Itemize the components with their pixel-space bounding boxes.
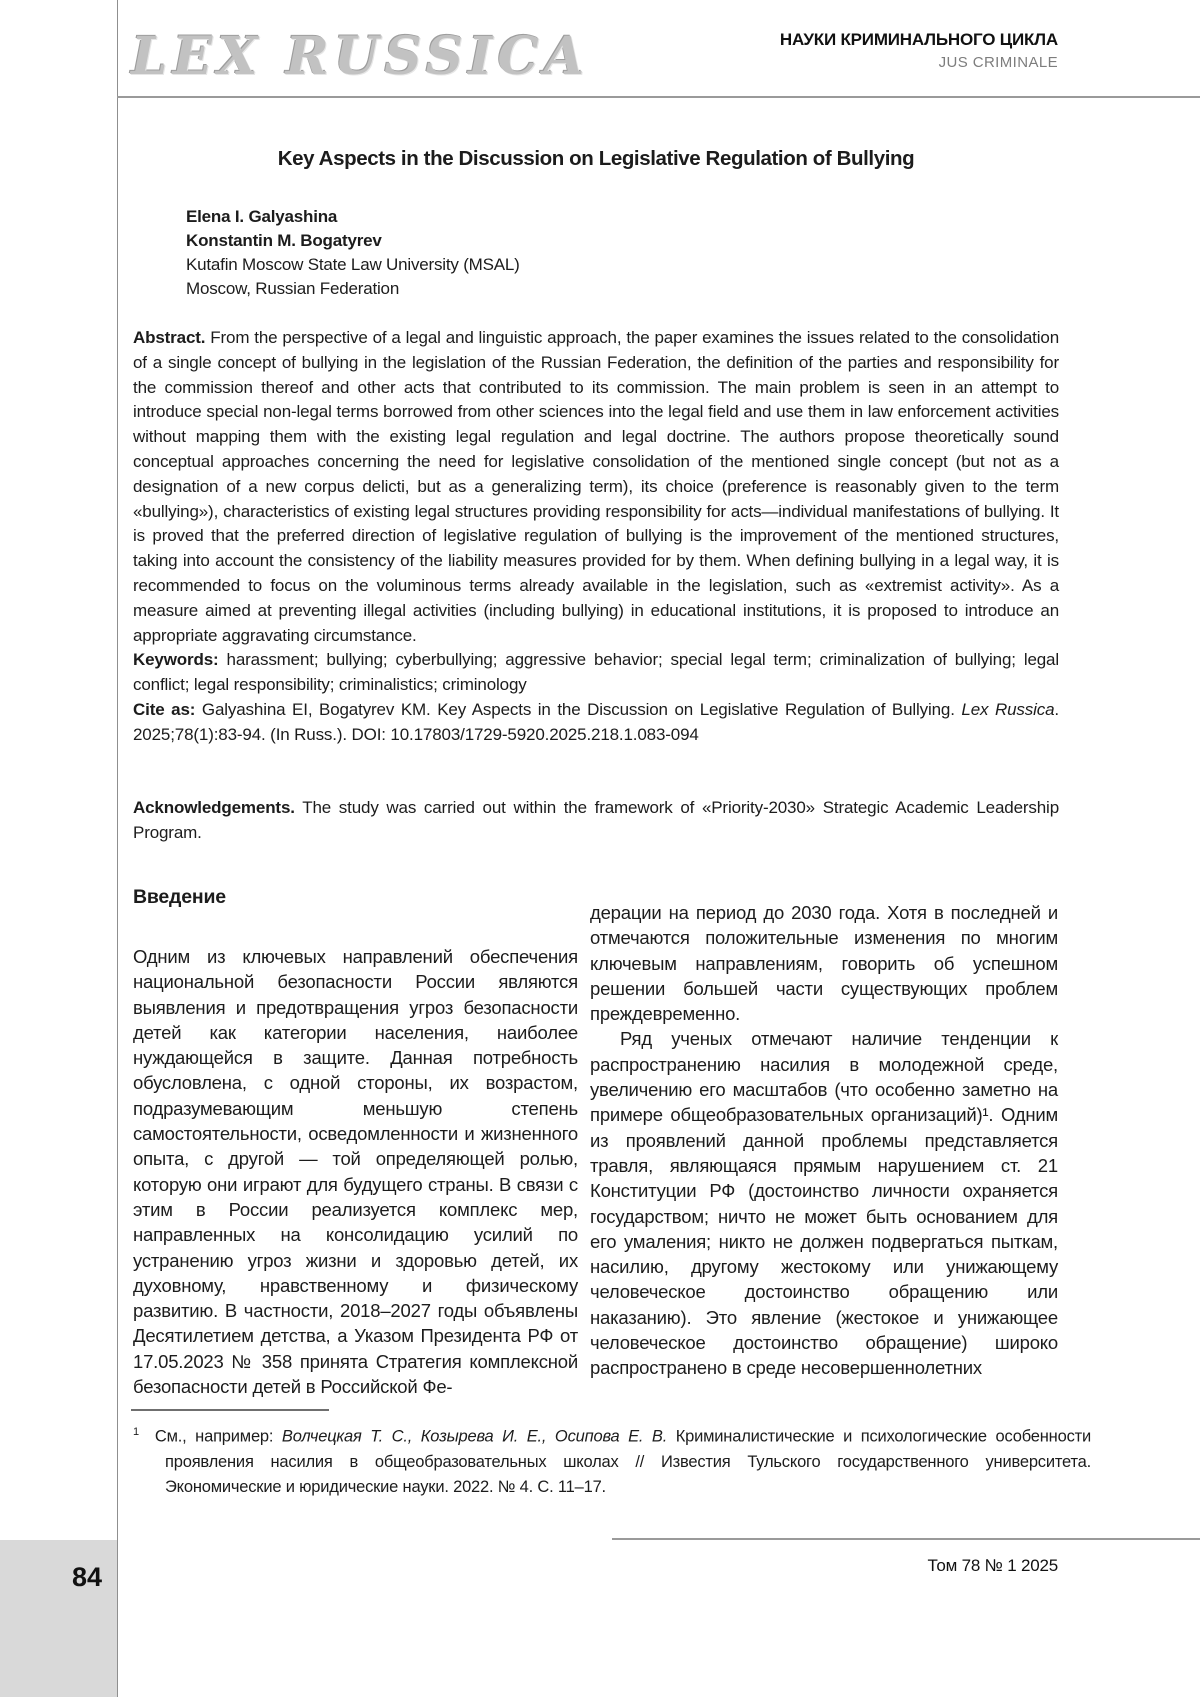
author-name: Konstantin M. Bogatyrev bbox=[186, 231, 382, 250]
abstract bbox=[133, 326, 1059, 648]
footnote-authors: Волчецкая Т. С., Козырева И. Е., Осипова Е. В. bbox=[281, 1427, 668, 1446]
footnote-reference: Криминалистические и психологические особенности проявления насилия в общеобразовательных школах // Известия Тульского государственного университета. Экономические и юридические науки. 2022. № 4. С. 11–17. bbox=[165, 1427, 1091, 1496]
keywords bbox=[133, 648, 1059, 698]
keywords-text: harassment; bullying; cyberbullying; aggressive behavior; special legal term; criminalization of bullying; legal conflict; legal responsibility; criminalistics; criminology bbox=[133, 650, 1059, 695]
authors-block bbox=[186, 205, 520, 301]
acknowledgements bbox=[133, 796, 1059, 846]
body-paragraph: дерации на период до 2030 года. Хотя в последней и отмечаются положительные изменения по многим ключевым направлениям, говорить об успешном решении большей части существующих проблем преждевременно. bbox=[590, 902, 1058, 1025]
keywords-label: Keywords: bbox=[133, 650, 219, 670]
rubric-russian: НАУКИ КРИМИНАЛЬНОГО ЦИКЛА bbox=[779, 30, 1058, 49]
acknowledgements-paragraph bbox=[133, 796, 1059, 846]
cite-as-label: Cite as: bbox=[133, 699, 196, 719]
cite-as-journal: Lex Russica bbox=[961, 699, 1055, 719]
acknowledgements-label: Acknowledgements. bbox=[133, 798, 295, 817]
abstract-label: Abstract. bbox=[133, 328, 206, 347]
abstract-text: From the perspective of a legal and linguistic approach, the paper examines the issues related to the consolidation of a single concept of bullying in the legislation of the Russian Federation, the definition of the parties and responsibility for the commission thereof and other acts that contributed to its commission. The main problem is seen in an attempt to introduce special non-legal terms borrowed from other sciences into the legal field and use them in law enforcement activities without mapping them with the existing legal regulation and legal doctrine. The authors propose theoretically sound conceptual approaches concerning the need for legislative consolidation of the mentioned single concept (but not as a designation of a new corpus delicti, but as a generalizing term), its choice (preference is reasonably given to the term «bullying»), characteristics of existing legal structures providing responsibility for acts—individual manifestations of bullying. It is proved that the preferred direction of legislative regulation of bullying is the improvement of the mentioned structures, taking into account the consistency of the liability measures provided for by them. When defining bullying in a legal way, it is recommended to focus on the voluminous terms already available in the legislation, such as «extremist activity». As a measure aimed at preventing illegal activities (including bullying) in educational institutions, it is proposed to introduce an appropriate aggravating circumstance. bbox=[133, 328, 1059, 645]
cite-as-text: Galyashina EI, Bogatyrev KM. Key Aspects in the Discussion on Legislative Regulation of Bullying. bbox=[195, 699, 962, 719]
body-paragraph: Ряд ученых отмечают наличие тенденции к распространению насилия в молодежной среде, увеличению его масштабов (что особенно заметно на примере общеобразовательных организаций)¹. Одним из проявлений данной проблемы представляется травля, являющаяся прямым нарушением ст. 21 Конституции РФ (достоинство личности охраняется государством; ничто не может быть основанием для его умаления; никто не должен подвергаться пыткам, насилию, другому жестокому или унижающему человеческое достоинство обращению или наказанию). Это явление (жестокое и унижающее человеческое достоинство обращение) широко распространено в среде несовершеннолетних bbox=[590, 1028, 1058, 1379]
footnote-marker: 1 bbox=[133, 1426, 139, 1438]
article-title: Key Aspects in the Discussion on Legislative Regulation of Bullying bbox=[277, 147, 915, 170]
footnote-separator bbox=[131, 1409, 329, 1411]
header-rubric bbox=[780, 30, 1058, 71]
affiliation: Kutafin Moscow State Law University (MSAL) bbox=[186, 255, 520, 274]
author-name: Elena I. Galyashina bbox=[186, 207, 338, 226]
affiliation-city: Moscow, Russian Federation bbox=[186, 279, 400, 298]
cite-as-ref: . 2025;78(1):83-94. (In Russ.). DOI: 10.17803/1729-5920.2025.218.1.083-094 bbox=[133, 699, 1059, 744]
page-number: 84 bbox=[71, 1562, 102, 1592]
rubric-latin: JUS CRIMINALE bbox=[938, 54, 1058, 71]
cite-as bbox=[133, 698, 1059, 748]
footer-rule bbox=[612, 1538, 1200, 1540]
body-column-right bbox=[590, 900, 1058, 1381]
section-heading-introduction: Введение bbox=[133, 886, 226, 908]
footnote bbox=[133, 1420, 1091, 1500]
volume-issue-label: Том 78 № 1 2025 bbox=[927, 1556, 1058, 1575]
footnote-text: См., например: bbox=[154, 1427, 282, 1446]
acknowledgements-text: The study was carried out within the framework of «Priority-2030» Strategic Academic Leadership Program. bbox=[133, 798, 1059, 842]
header-rule bbox=[117, 96, 1200, 98]
body-column-left: Одним из ключевых направлений обеспечения национальной безопасности России являются выявления и предотвращения угроз безопасности детей как категории населения, наиболее нуждающейся в защите. Данная потребность обусловлена, с одной стороны, их возрастом, подразумевающим меньшую степень самостоятельности, осведомленности и жизненного опыта, с другой — той определяющей ролью, которую они играют для будущего страны. В связи с этим в России реализуется комплекс мер, направленных на консолидацию усилий по устранению угроз жизни и здоровью детей, их духовному, нравственному и физическому развитию. В частности, 2018–2027 годы объявлены Десятилетием детства, а Указом Президента РФ от 17.05.2023 № 358 принята Стратегия комплексной безопасности детей в Российской Фе- bbox=[133, 946, 578, 1398]
article-meta bbox=[133, 326, 1059, 748]
left-margin-rule bbox=[117, 0, 118, 1697]
page-number-box bbox=[0, 1540, 117, 1697]
journal-logo: LEX RUSSICA bbox=[131, 26, 590, 87]
